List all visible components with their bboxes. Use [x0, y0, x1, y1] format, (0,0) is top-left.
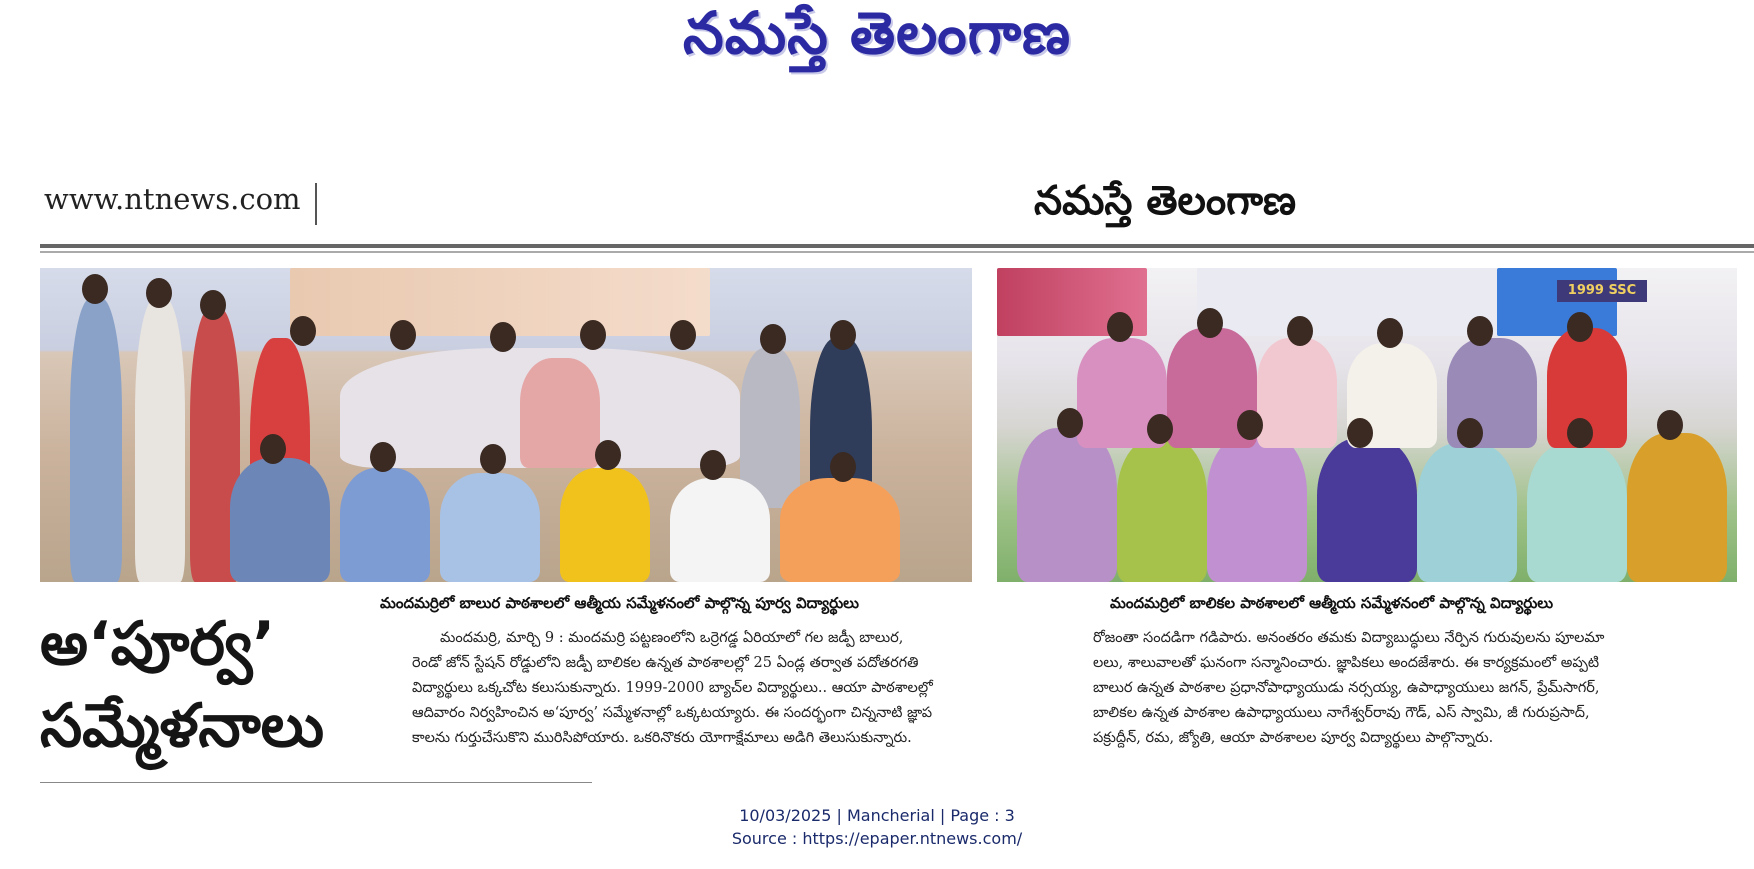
website-url[interactable]: www.ntnews.com — [44, 182, 301, 216]
photo-boys-school-alumni — [40, 268, 972, 582]
article-column-2 — [1093, 626, 1743, 751]
photo-caption-boys: మందమర్రిలో బాలుర పాఠశాలలో ఆత్మీయ సమ్మేళనంలో పాల్గొన్న పూర్వ విద్యార్థులు — [380, 594, 859, 612]
body-line: లలు, శాలువాలతో ఘనంగా సన్మానించారు. జ్ఞాపికలు అందజేశారు. ఈ కార్యక్రమంలో అప్పటి — [1093, 655, 1600, 671]
header-divider — [315, 183, 317, 225]
header-rule-thin — [40, 251, 1754, 253]
body-line: విద్యార్థులు ఒక్కచోట కలుసుకున్నారు. 1999-2000 బ్యాచ్‌ల విద్యార్థులు.. ఆయా పాఠశాలల్లో — [412, 680, 933, 696]
masthead-logo — [0, 0, 1754, 80]
header-rule — [40, 244, 1754, 248]
body-line: రెండో జోన్ స్టేషన్ రోడ్డులోని జడ్పీ బాలికల ఉన్నత పాఠశాలల్లో 25 ఏండ్ల తర్వాత పదోతరగతి — [412, 655, 919, 671]
body-line: రోజంతా సందడిగా గడిపారు. అనంతరం తమకు విద్యాబుద్ధులు నేర్పిన గురువులను పూలమా — [1093, 630, 1605, 646]
article-end-rule — [40, 782, 592, 783]
body-line: మందమర్రి, మార్చి 9 : మందమర్రి పట్టణంలోని ఒర్రెగడ్డ ఏరియాలో గల జడ్పీ బాలుర, — [440, 630, 904, 646]
footer-source[interactable]: Source : https://epaper.ntnews.com/ — [731, 829, 1023, 848]
body-line: బాలుర ఉన్నత పాఠశాల ప్రధానోపాధ్యాయుడు నర్సయ్య, ఉపాధ్యాయులు జగన్, ప్రేమ్‌సాగర్, — [1093, 680, 1600, 696]
headline-line-1: అ‘పూర్వ’ — [40, 609, 276, 679]
footer-date-edition: 10/03/2025 | Mancherial | Page : 3 — [739, 806, 1015, 825]
body-line: పక్రుద్దీన్, రమ, జ్యోతి, ఆయా పాఠశాలల పూర్వ విద్యార్థులు పాల్గొన్నారు. — [1093, 730, 1494, 746]
body-line: కాలను గుర్తుచేసుకొని మురిసిపోయారు. ఒకరినొకరు యోగాక్షేమాలు అడిగి తెలుసుకున్నారు. — [412, 730, 912, 746]
article-headline — [40, 603, 400, 767]
body-line: బాలికల ఉన్నత పాఠశాల ఉపాధ్యాయులు నాగేశ్వర్‌రావు గౌడ్, ఎస్ స్వామి, జీ గురుప్రసాద్, — [1093, 705, 1590, 721]
photo-caption-girls: మందమర్రిలో బాలికల పాఠశాలలో ఆత్మీయ సమ్మేళనంలో పాల్గొన్న విద్యార్థులు — [1110, 594, 1554, 612]
article-column-1 — [412, 626, 1068, 751]
photo-girls-school-alumni — [997, 268, 1737, 582]
photo-banner-text: 1999 SSC — [1557, 280, 1647, 302]
body-line: ఆదివారం నిర్వహించిన అ‘పూర్వ’ సమ్మేళనాల్లో ఒక్కటయ్యారు. ఈ సందర్భంగా చిన్ననాటి జ్ఞాప — [412, 705, 933, 721]
paper-name: నమస్తే తెలంగాణ — [1034, 178, 1297, 224]
headline-line-2: సమ్మేళనాలు — [40, 691, 325, 761]
masthead-title: నమస్తే తెలంగాణ — [683, 0, 1071, 67]
